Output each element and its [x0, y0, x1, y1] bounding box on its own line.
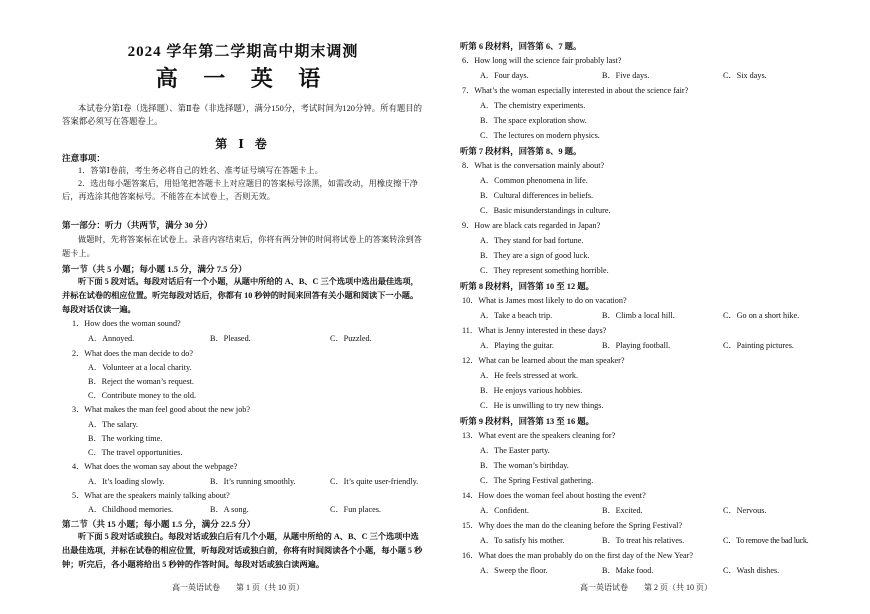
- q11-option-b: B．Playing football.: [602, 341, 671, 350]
- q5-option-c: C．Fun places.: [330, 505, 381, 514]
- question-15: 15．Why does the man do the cleaning before the Spring Festival?: [462, 521, 683, 530]
- q10-option-c: C．Go on a short hike.: [723, 311, 800, 320]
- q8-option-b: B．Cultural differences in beliefs.: [480, 191, 594, 200]
- q7-option-c: C．The lectures on modern physics.: [480, 131, 600, 140]
- part1-intro: 做题时，先将答案标在试卷上。录音内容结束后，你将有两分钟的时间将试卷上的答案转涂到答题卡上。: [62, 235, 422, 258]
- q1-option-a: A．Annoyed.: [88, 334, 135, 343]
- q10-option-a: A．Take a beach trip.: [480, 311, 553, 320]
- q11-option-a: A．Playing the guitar.: [480, 341, 554, 350]
- notes-heading: 注意事项：: [62, 153, 105, 163]
- q16-option-b: B．Make food.: [602, 566, 654, 575]
- question-8: 8．What is the conversation mainly about?: [462, 161, 605, 170]
- q8-option-c: C．Basic misunderstandings in culture.: [480, 206, 611, 215]
- q2-option-a: A．Volunteer at a local charity.: [88, 363, 192, 372]
- q5-option-a: A．Childhood memories.: [88, 505, 174, 514]
- section1-heading: 第一节（共 5 小题；每小题 1.5 分，满分 7.5 分）: [62, 264, 247, 274]
- q6-option-c: C．Six days.: [723, 71, 767, 80]
- q1-option-b: B．Pleased.: [210, 334, 251, 343]
- q5-option-b: B．A song.: [210, 505, 249, 514]
- q2-option-b: B．Reject the woman’s request.: [88, 377, 194, 386]
- q11-option-c: C．Painting pictures.: [723, 341, 794, 350]
- q8-option-a: A．Common phenomena in life.: [480, 176, 588, 185]
- q14-option-a: A．Confident.: [480, 506, 529, 515]
- question-9: 9．How are black cats regarded in Japan?: [462, 221, 601, 230]
- page-1-footer: 高一英语试卷 第 1 页（共 10 页）: [172, 583, 304, 592]
- q9-option-c: C．They represent something horrible.: [480, 266, 609, 275]
- q3-option-b: B．The working time.: [88, 434, 163, 443]
- q6-option-a: A．Four days.: [480, 71, 529, 80]
- q16-option-a: A．Sweep the floor.: [480, 566, 548, 575]
- q3-option-c: C．The travel opportunities.: [88, 448, 183, 457]
- q7-option-a: A．The chemistry experiments.: [480, 101, 586, 110]
- page-2: [460, 0, 810, 614]
- q9-option-b: B．They are a sign of good luck.: [480, 251, 590, 260]
- q12-option-a: A．He feels stressed at work.: [480, 371, 578, 380]
- question-10: 10．What is James most likely to do on vacation?: [462, 296, 627, 305]
- note-2: 2．选出每小题答案后，用铅笔把答题卡上对应题目的答案标号涂黑，如需改动，用橡皮擦干净后，再选涂其他答案标号。不能答在本试卷上，否则无效。: [62, 179, 418, 201]
- segment-7-heading: 听第 7 段材料，回答第 8、9 题。: [460, 147, 582, 156]
- section2-intro: 听下面 5 段对话或独白。每段对话或独白后有几个小题，从题中所给的 A、B、C 三个选项中选出最佳选项，并标在试卷的相应位置，听每段对话或独白前，你将有时间阅读各个小题，每小题 5 秒钟；听完后，各小题将给出 5 秒钟的作答时间。每段对话或独白读两遍。: [62, 532, 423, 569]
- question-7: 7．What’s the woman especially interested in about the science fair?: [462, 86, 689, 95]
- question-11: 11．What is Jenny interested in these days?: [462, 326, 607, 335]
- q4-option-a: A．It’s loading slowly.: [88, 477, 165, 486]
- question-13: 13．What event are the speakers cleaning for?: [462, 431, 616, 440]
- q14-option-b: B．Excited.: [602, 506, 643, 515]
- q15-option-b: B．To treat his relatives.: [602, 536, 685, 545]
- q14-option-c: C．Nervous.: [723, 506, 767, 515]
- question-6: 6．How long will the science fair probably last?: [462, 56, 622, 65]
- q13-option-c: C．The Spring Festival gathering.: [480, 476, 594, 485]
- exam-title: 2024 学年第二学期高中期末调测: [127, 44, 359, 60]
- segment-9-heading: 听第 9 段材料，回答第 13 至 16 题。: [460, 417, 594, 426]
- question-2: 2．What does the man decide to do?: [72, 349, 193, 358]
- q4-option-b: B．It’s running smoothly.: [210, 477, 296, 486]
- exam-intro: 本试卷分第Ⅰ卷（选择题）、第Ⅱ卷（非选择题），满分150分，考试时间为120分钟。所有题目的答案都必须写在答题卷上。: [62, 104, 422, 126]
- section1-intro: 听下面 5 段对话。每段对话后有一个小题，从题中所给的 A、B、C 三个选项中选出最佳选项，并标在试卷的相应位置。听完每段对话后，你都有 10 秒钟的时间来回答有关小题和阅读下一小题。每段对话仅读一遍。: [62, 277, 419, 314]
- q12-option-c: C．He is unwilling to try new things.: [480, 401, 604, 410]
- question-14: 14．How does the woman feel about hosting the event?: [462, 491, 646, 500]
- section2-heading: 第二节（共 15 小题；每小题 1.5 分，满分 22.5 分）: [62, 519, 256, 529]
- note-1: 1．答第Ⅰ卷前，考生务必将自己的姓名、准考证号填写在答题卡上。: [78, 166, 323, 175]
- q13-option-a: A．The Easter party.: [480, 446, 550, 455]
- segment-6-heading: 听第 6 段材料，回答第 6、7 题。: [460, 42, 582, 51]
- question-5: 5．What are the speakers mainly talking about?: [72, 491, 230, 500]
- question-16: 16．What does the man probably do on the first day of the New Year?: [462, 551, 694, 560]
- q3-option-a: A．The salary.: [88, 420, 138, 429]
- question-1: 1．How does the woman sound?: [72, 319, 181, 328]
- segment-8-heading: 听第 8 段材料，回答第 10 至 12 题。: [460, 282, 594, 291]
- q13-option-b: B．The woman’s birthday.: [480, 461, 569, 470]
- q2-option-c: C．Contribute money to the old.: [88, 391, 197, 400]
- q1-option-c: C．Puzzled.: [330, 334, 372, 343]
- page-2-footer: 高一英语试卷 第 2 页（共 10 页）: [580, 583, 712, 592]
- q10-option-b: B．Climb a local hill.: [602, 311, 675, 320]
- q6-option-b: B．Five days.: [602, 71, 650, 80]
- question-4: 4．What does the woman say about the webpage?: [72, 462, 238, 471]
- q9-option-a: A．They stand for bad fortune.: [480, 236, 584, 245]
- q15-option-c: C．To remove the bad luck.: [723, 536, 809, 545]
- volume-heading: 第 Ⅰ 卷: [215, 137, 271, 151]
- question-12: 12．What can be learned about the man speaker?: [462, 356, 625, 365]
- q16-option-c: C．Wash dishes.: [723, 566, 780, 575]
- q12-option-b: B．He enjoys various hobbies.: [480, 386, 583, 395]
- q7-option-b: B．The space exploration show.: [480, 116, 587, 125]
- part1-heading: 第一部分：听力（共两节，满分 30 分）: [62, 220, 213, 230]
- q4-option-c: C．It’s quite user-friendly.: [330, 477, 419, 486]
- subject-title: 高 一 英 语: [155, 66, 331, 91]
- page-1: [62, 0, 424, 614]
- question-3: 3．What makes the man feel good about the new job?: [72, 405, 251, 414]
- q15-option-a: A．To satisfy his mother.: [480, 536, 565, 545]
